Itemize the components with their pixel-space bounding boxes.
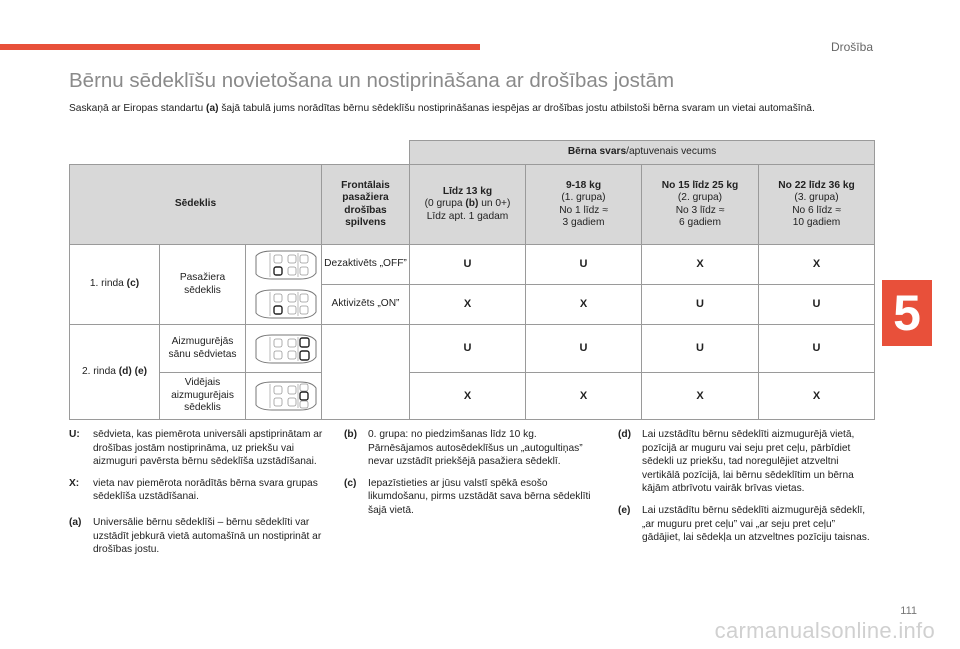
table-cell: U bbox=[642, 325, 759, 373]
car-diagram-front-on bbox=[246, 285, 322, 325]
intro-paragraph bbox=[69, 102, 869, 116]
footnotes-col-3 bbox=[618, 428, 876, 553]
weight-header-1: Līdz 13 kg (0 grupa (b) un 0+) Līdz apt. 1 gadam bbox=[410, 165, 526, 245]
airbag-off-cell: Dezaktivēts „OFF” bbox=[322, 245, 410, 285]
footnote-x: X: vieta nav piemērota norādītās bērna svara grupas sēdeklīša uzstādīšanai. bbox=[69, 477, 318, 503]
table-cell: U bbox=[526, 245, 642, 285]
car-top-view-icon bbox=[248, 379, 320, 413]
intro-text: Saskaņā ar Eiropas standartu bbox=[69, 103, 207, 114]
table-cell: U bbox=[526, 325, 642, 373]
footnote-d: (d) Lai uzstādītu bērnu sēdeklīti aizmugurējā vietā, pozīcijā ar muguru vai seju pret ceļu, pārbīdiet sēdekli uz priekšu, tad noregulējiet atzveltni vertikālā pozīcijā, lai bērnu sēdeklītim un bērna kājām atbrīvotu vairāk brīvas vietas. bbox=[618, 429, 855, 495]
weight-header-4: No 22 līdz 36 kg (3. grupa) No 6 līdz ≈ 10 gadiem bbox=[759, 165, 875, 245]
footnote-b: (b) 0. grupa: no piedzimšanas līdz 10 kg. Pārnēsājamos autosēdeklīšus un „autogultiņas” nevar uzstādīt priekšējā pasažiera sēdeklī. bbox=[344, 429, 583, 468]
table-cell: X bbox=[759, 245, 875, 285]
car-diagram-rear-middle bbox=[246, 373, 322, 420]
weight-header-3: No 15 līdz 25 kg (2. grupa) No 3 līdz ≈ 6 gadiem bbox=[642, 165, 759, 245]
row-label-1: 1. rinda (c) bbox=[70, 245, 160, 325]
seat-rear-side: Aizmugurējās sānu sēdvietas bbox=[160, 325, 246, 373]
header-accent-bar bbox=[0, 44, 480, 50]
intro-ref: (a) bbox=[206, 103, 219, 114]
car-top-view-icon bbox=[248, 248, 320, 282]
table-cell: U bbox=[642, 285, 759, 325]
table-cell: X bbox=[642, 373, 759, 420]
airbag-empty-cell bbox=[322, 373, 410, 420]
row-label-2: 2. rinda (d) (e) bbox=[70, 325, 160, 420]
footnote-e: (e) Lai uzstādītu bērnu sēdeklīti aizmugurējā sēdeklī, „ar muguru pret ceļu” vai „ar seju pret ceļu” gādājiet, lai sēdekļa un atzveltnes pozīciju taisnas. bbox=[618, 504, 870, 544]
table-cell: U bbox=[759, 325, 875, 373]
table-cell: U bbox=[410, 245, 526, 285]
weight-header-2: 9-18 kg (1. grupa) No 1 līdz ≈ 3 gadiem bbox=[526, 165, 642, 245]
page-title: Bērnu sēdeklīšu novietošana un nostiprināšana ar drošības jostām bbox=[69, 69, 675, 92]
seat-passenger: Pasažiera sēdeklis bbox=[160, 245, 246, 325]
seat-header: Sēdeklis bbox=[70, 165, 322, 245]
table-cell: X bbox=[759, 373, 875, 420]
table-cell: U bbox=[410, 325, 526, 373]
table-cell: X bbox=[526, 285, 642, 325]
intro-text-rest: šajā tabulā jums norādītas bērnu sēdeklīšu nostiprināšanas iespējas ar drošības jostu atbilstoši bērna svaram un vietai automašīnā. bbox=[218, 103, 815, 114]
weight-group-header: Bērna svars/aptuvenais vecums bbox=[410, 141, 875, 165]
footnote-a: (a) Universālie bērnu sēdeklīši – bērnu sēdeklīti var uzstādīt jebkurā vietā automašīnā un nostiprināt ar drošības jostu. bbox=[69, 516, 322, 556]
table-cell: X bbox=[526, 373, 642, 420]
table-cell: X bbox=[410, 373, 526, 420]
page-number: 111 bbox=[900, 605, 917, 617]
footnote-c: (c) Iepazīstieties ar jūsu valstī spēkā esošo likumdošanu, pirms uzstādāt sava bērna sēdeklīti šajā vietā. bbox=[344, 477, 591, 516]
car-diagram-front-off bbox=[246, 245, 322, 285]
frontal-airbag-header: Frontālais pasažiera drošības spilvens bbox=[322, 165, 410, 245]
footnotes-col-1 bbox=[69, 428, 331, 565]
table-cell: U bbox=[759, 285, 875, 325]
car-top-view-icon bbox=[248, 287, 320, 321]
chapter-tab bbox=[882, 280, 932, 346]
section-label: Drošība bbox=[830, 40, 873, 54]
watermark-text: carmanualsonline.info bbox=[714, 618, 935, 643]
table-cell: X bbox=[642, 245, 759, 285]
footnote-u: U: sēdvieta, kas piemērota universāli apstiprinātam ar drošības jostām nostiprināma, uz priekšu vai aizmuguri pavērsta bērnu sēdeklīša uzstādīšanai. bbox=[69, 429, 323, 468]
seat-rear-middle: Vidējais aizmugurējais sēdeklis bbox=[160, 373, 246, 420]
airbag-on-cell: Aktivizēts „ON” bbox=[322, 285, 410, 325]
table-corner bbox=[70, 141, 410, 165]
table-cell: X bbox=[410, 285, 526, 325]
airbag-empty-cell bbox=[322, 325, 410, 373]
car-diagram-rear-side bbox=[246, 325, 322, 373]
footnotes-col-2 bbox=[344, 428, 592, 526]
car-top-view-icon bbox=[248, 332, 320, 366]
chapter-number: 5 bbox=[893, 285, 921, 341]
child-seat-table bbox=[69, 140, 875, 420]
